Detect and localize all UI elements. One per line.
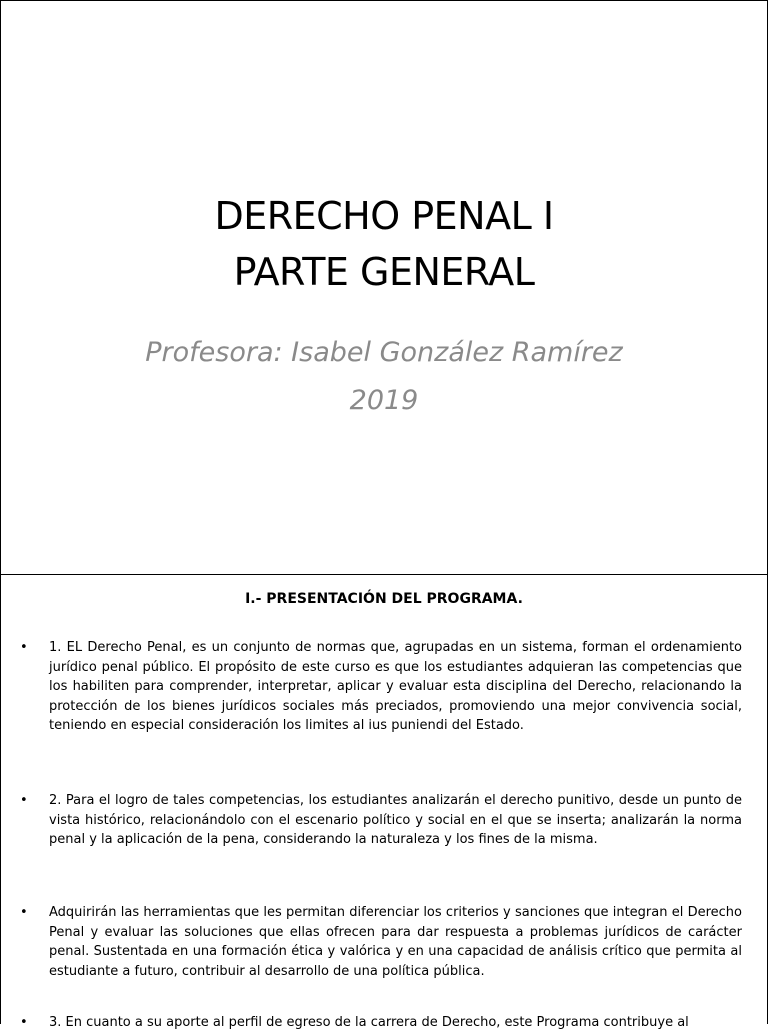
content-slide xyxy=(0,574,768,1030)
bullet-item xyxy=(20,903,742,981)
bullet-item xyxy=(20,791,742,850)
bullet-icon: • xyxy=(20,640,28,655)
slide-title-line-1: DERECHO PENAL I xyxy=(214,194,554,238)
bullet-icon: • xyxy=(20,793,28,808)
bullet-icon: • xyxy=(20,905,28,920)
bullet-icon: • xyxy=(20,1015,28,1030)
section-heading: I.- PRESENTACIÓN DEL PROGRAMA. xyxy=(245,591,523,607)
bullet-text: 2. Para el logro de tales competencias, los estudiantes analizarán el derecho punitivo, desde un punto de vista histórico, relacionándolo con el escenario político y social en el que se inserta; analizarán la norma penal y la aplicación de la pena, considerando la naturaleza y los fines de la misma. xyxy=(49,793,742,848)
bullet-text: 3. En cuanto a su aporte al perfil de egreso de la carrera de Derecho, este Programa contribuye al xyxy=(49,1015,689,1030)
slide-subtitle-year: 2019 xyxy=(349,385,419,416)
bullet-text: 1. EL Derecho Penal, es un conjunto de normas que, agrupadas en un sistema, forman el ordenamiento jurídico penal público. El propósito de este curso es que los estudiantes adquieran las competencias que los habiliten para comprender, interpretar, aplicar y evaluar esta disciplina del Derecho, relacionando la protección de los bienes jurídicos sociales más preciados, promoviendo una mejor convivencia social, teniendo en especial consideración los limites al ius puniendi del Estado. xyxy=(49,640,742,734)
slide-title-line-2: PARTE GENERAL xyxy=(233,250,535,294)
bullet-item xyxy=(20,638,742,736)
bullet-item xyxy=(20,1013,742,1033)
slide-subtitle-professor: Profesora: Isabel González Ramírez xyxy=(145,337,623,368)
bullet-text: Adquirirán las herramientas que les permitan diferenciar los criterios y sanciones que integran el Derecho Penal y evaluar las soluciones que ellas ofrecen para dar respuesta a problemas jurídicos de carácter penal. Sustentada en una formación ética y valórica y en una capacidad de análisis crítico que permita al estudiante a futuro, contribuir al desarrollo de una política pública. xyxy=(49,905,742,979)
